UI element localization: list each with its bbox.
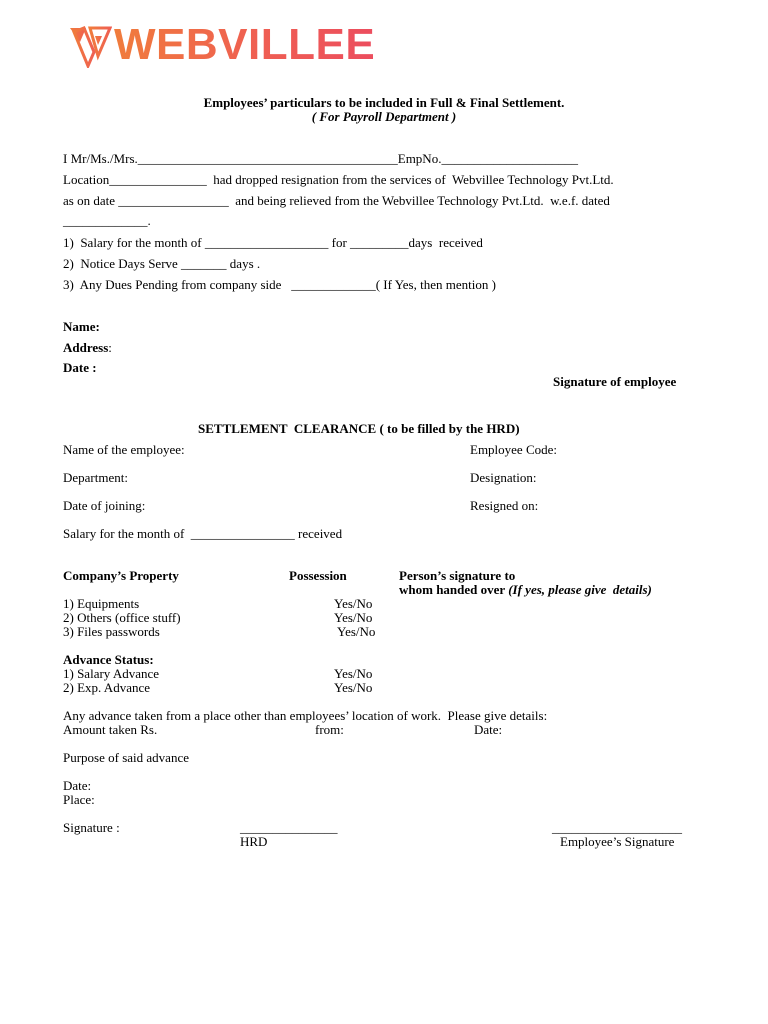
particulars-line-3: as on date _________________ and being relieved from the Webvillee Technology Pvt.Ltd. w.e.f. dated	[63, 193, 610, 208]
advance-date-label: Date:	[474, 722, 503, 737]
name-label: Name:	[63, 319, 100, 334]
employee-signature-line: ____________________	[552, 820, 682, 835]
webvillee-logo-icon	[68, 22, 112, 68]
signature-column-header-line-2	[399, 582, 652, 597]
advance-purpose-label: Purpose of said advance	[63, 750, 189, 765]
clearance-title: SETTLEMENT CLEARANCE ( to be filled by the HRD)	[198, 421, 520, 436]
advance-status-heading: Advance Status:	[63, 652, 154, 667]
particulars-item-1: 1) Salary for the month of ___________________ for _________days received	[63, 235, 483, 250]
particulars-item-3: 3) Any Dues Pending from company side _____________( If Yes, then mention )	[63, 277, 496, 292]
property-column-header: Company’s Property	[63, 568, 179, 583]
footer-place-label: Place:	[63, 792, 95, 807]
employee-signature-footer-label: Employee’s Signature	[560, 834, 675, 849]
possession-column-header: Possession	[289, 568, 347, 583]
company-logo	[68, 20, 376, 69]
property-row-value: Yes/No	[337, 624, 376, 639]
designation-label: Designation:	[470, 470, 537, 485]
address-label-text: Address	[63, 340, 109, 355]
hrd-label: HRD	[240, 834, 268, 849]
property-row-value: Yes/No	[334, 596, 373, 611]
handed-over-details-note: (If yes, please give details)	[508, 582, 652, 597]
amount-taken-label: Amount taken Rs.	[63, 722, 158, 737]
advance-row-value: Yes/No	[334, 666, 373, 681]
footer-date-label: Date:	[63, 778, 92, 793]
logo-text: WEBVILLEE	[114, 20, 376, 69]
advance-row-label: 2) Exp. Advance	[63, 680, 151, 695]
property-row-label: 1) Equipments	[63, 596, 140, 611]
name-of-employee-label: Name of the employee:	[63, 442, 185, 457]
salary-month-line: Salary for the month of ________________ received	[63, 526, 343, 541]
signature-column-header-line-1: Person’s signature to	[399, 568, 516, 583]
address-label	[63, 340, 112, 355]
property-row-label: 2) Others (office stuff)	[63, 610, 181, 625]
particulars-line-1: I Mr/Ms./Mrs.________________________________________EmpNo._____________________	[63, 151, 578, 166]
resigned-on-label: Resigned on:	[470, 498, 539, 513]
property-row-value: Yes/No	[334, 610, 373, 625]
particulars-line-4: _____________.	[63, 213, 151, 228]
form-title: Employees’ particulars to be included in Full & Final Settlement.	[203, 95, 565, 110]
form-subtitle: ( For Payroll Department )	[311, 109, 457, 124]
footer-signature-label: Signature :	[63, 820, 120, 835]
advance-from-label: from:	[315, 722, 344, 737]
property-row-label: 3) Files passwords	[63, 624, 160, 639]
other-location-advance-text: Any advance taken from a place other than employees’ location of work. Please give details:	[63, 708, 548, 723]
employee-signature-label: Signature of employee	[553, 374, 677, 389]
particulars-item-2: 2) Notice Days Serve _______ days .	[63, 256, 261, 271]
advance-row-label: 1) Salary Advance	[63, 666, 160, 681]
hrd-signature-line: _______________	[240, 820, 338, 835]
department-label: Department:	[63, 470, 128, 485]
date-of-joining-label: Date of joining:	[63, 498, 146, 513]
date-label: Date :	[63, 360, 97, 375]
advance-row-value: Yes/No	[334, 680, 373, 695]
employee-code-label: Employee Code:	[470, 442, 558, 457]
handed-over-text: whom handed over	[399, 582, 509, 597]
address-label-colon: :	[108, 340, 112, 355]
particulars-line-2: Location_______________ had dropped resignation from the services of Webvillee Technology Pvt.Ltd.	[63, 172, 614, 187]
